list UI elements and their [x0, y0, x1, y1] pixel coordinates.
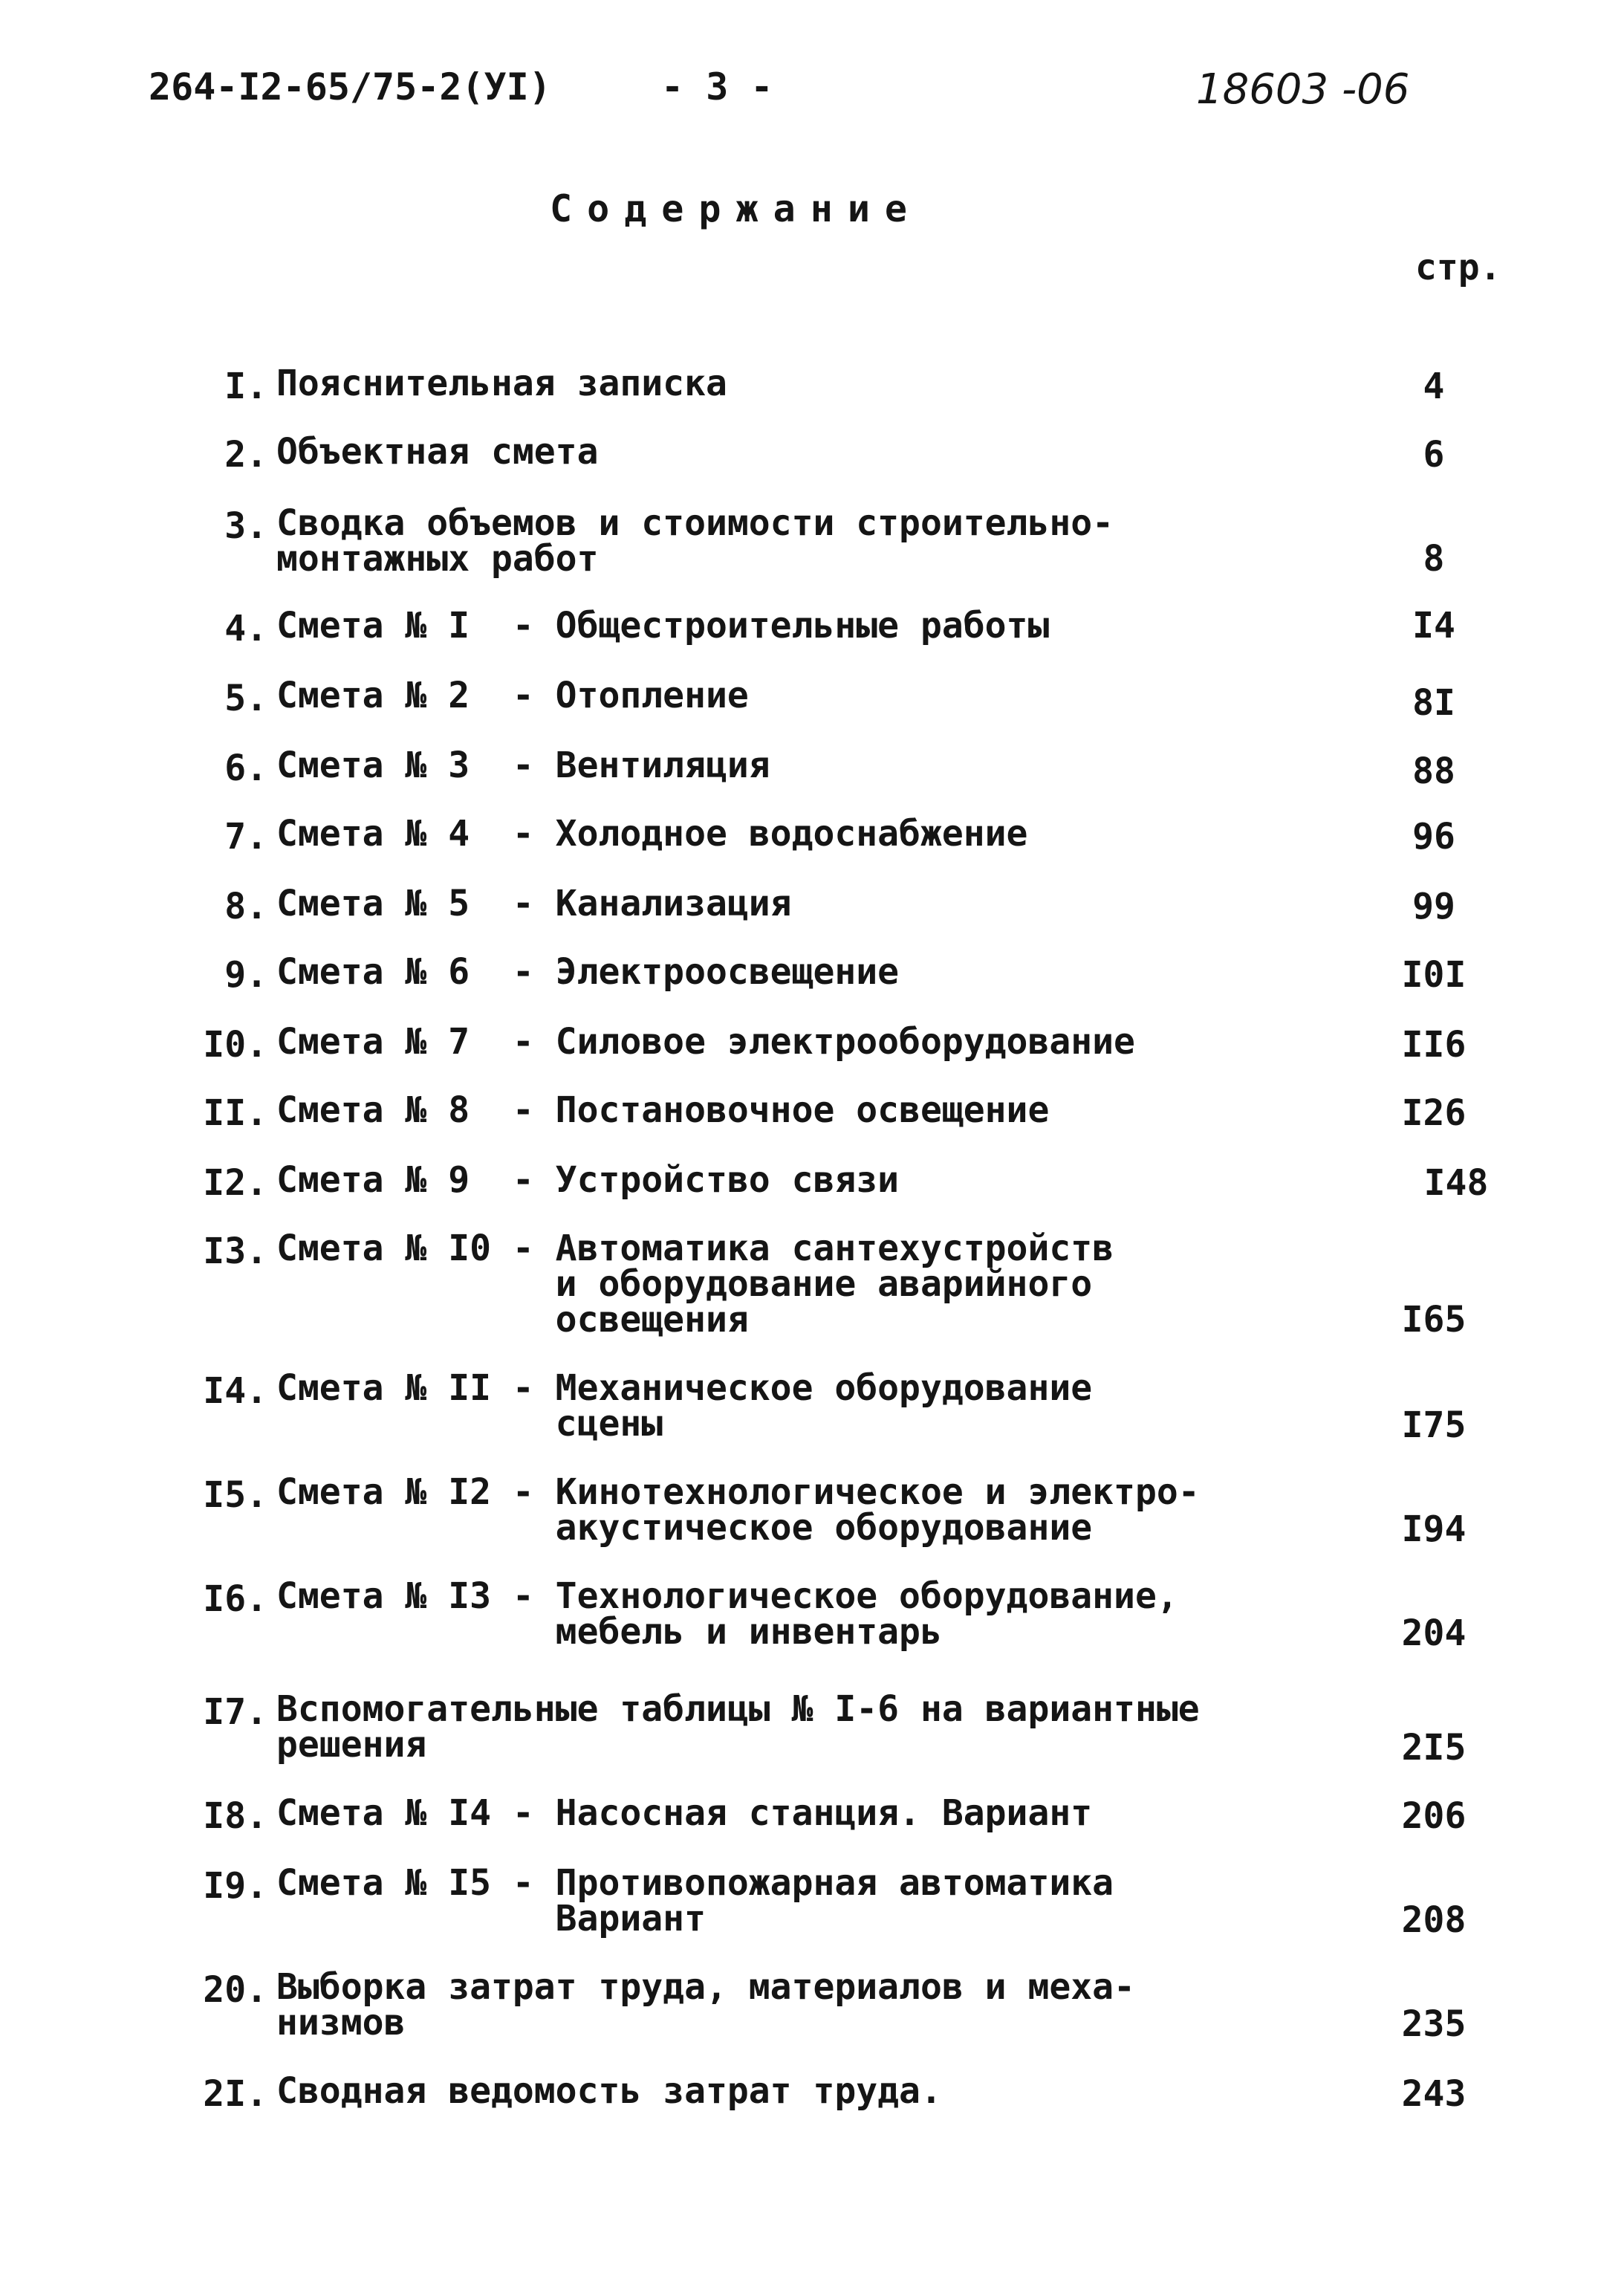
entry-title: Смета № I2 - Кинотехнологическое и электро- акустическое оборудование: [276, 1471, 1200, 1549]
entry-title: Смета № 7 - Силовое электрооборудование: [276, 1021, 1135, 1063]
entry-number: 4.: [224, 608, 267, 649]
entry-page: I65: [1401, 1299, 1467, 1341]
entry-page: 88: [1412, 751, 1455, 792]
page-number: - 3 -: [661, 65, 773, 108]
entry-title: Сводка объемов и стоимости строительно- монтажных работ: [276, 502, 1114, 580]
entry-page: 96: [1412, 816, 1455, 858]
entry-page: II6: [1401, 1024, 1467, 1066]
entry-number: 9.: [224, 954, 267, 996]
entry-page: 208: [1401, 1899, 1467, 1941]
entry-page: I26: [1401, 1092, 1467, 1134]
entry-title: Смета № II - Механическое оборудование сцены: [276, 1367, 1093, 1445]
entry-page: I0I: [1401, 954, 1467, 996]
entry-page: I75: [1401, 1404, 1467, 1446]
entry-number: I4.: [203, 1370, 267, 1412]
entry-title: Смета № 3 - Вентиляция: [276, 745, 770, 786]
entry-title: Смета № I5 - Противопожарная автоматика Вариант: [276, 1862, 1114, 1939]
document-code: 264-I2-65/75-2(УI): [149, 65, 551, 108]
entry-number: I.: [224, 366, 267, 407]
entry-title: Смета № I3 - Технологическое оборудование, мебель и инвентарь: [276, 1575, 1178, 1653]
entry-page: 99: [1412, 886, 1455, 927]
entry-title: Смета № 8 - Постановочное освещение: [276, 1089, 1050, 1131]
entry-number: 6.: [224, 748, 267, 789]
entry-page: 204: [1401, 1612, 1467, 1654]
entry-title: Сводная ведомость затрат труда.: [276, 2070, 942, 2112]
entry-page: 4: [1423, 366, 1445, 407]
entry-page: 6: [1423, 434, 1445, 476]
entry-title: Смета № 2 - Отопление: [276, 675, 749, 716]
entry-number: I6.: [203, 1578, 267, 1620]
entry-title: Вспомогательные таблицы № I-6 на вариантные решения: [276, 1688, 1200, 1766]
entry-number: 8.: [224, 886, 267, 927]
entry-title: Смета № 6 - Электроосвещение: [276, 951, 900, 993]
entry-page: I94: [1401, 1508, 1467, 1550]
entry-title: Смета № I - Общестроительные работы: [276, 605, 1050, 646]
entry-title: Смета № 9 - Устройство связи: [276, 1159, 900, 1201]
entry-number: I9.: [203, 1865, 267, 1907]
entry-page: 206: [1401, 1795, 1467, 1837]
entry-number: 7.: [224, 816, 267, 858]
entry-number: 2.: [224, 434, 267, 476]
entry-title: Выборка затрат труда, материалов и меха- низмов: [276, 1966, 1135, 2043]
registration-number: 18603 -06: [1196, 65, 1410, 114]
entry-number: I0.: [203, 1024, 267, 1066]
entry-number: 20.: [203, 1969, 267, 2011]
entry-title: Смета № 5 - Канализация: [276, 883, 792, 924]
entry-page: 8I: [1412, 682, 1455, 724]
entry-number: I7.: [203, 1691, 267, 1733]
entry-number: II.: [203, 1092, 267, 1134]
page-column-label: стр.: [1415, 247, 1501, 288]
page-title: Содержание: [550, 187, 923, 230]
entry-page: 235: [1401, 2003, 1467, 2045]
entry-number: I3.: [203, 1231, 267, 1272]
entry-title: Смета № I0 - Автоматика сантехустройств и оборудование аварийного освещения: [276, 1228, 1114, 1341]
entry-number: I8.: [203, 1795, 267, 1837]
entry-number: I5.: [203, 1474, 267, 1516]
entry-title: Объектная смета: [276, 431, 599, 473]
entry-number: 3.: [224, 505, 267, 547]
entry-page: 243: [1401, 2073, 1467, 2115]
entry-number: 2I.: [203, 2073, 267, 2115]
entry-page: I48: [1423, 1162, 1489, 1204]
entry-number: 5.: [224, 678, 267, 719]
entry-page: 8: [1423, 538, 1445, 580]
entry-title: Смета № 4 - Холодное водоснабжение: [276, 813, 1028, 855]
entry-page: 2I5: [1401, 1727, 1467, 1769]
entry-page: I4: [1412, 605, 1455, 646]
entry-number: I2.: [203, 1162, 267, 1204]
entry-title: Смета № I4 - Насосная станция. Вариант: [276, 1792, 1093, 1834]
entry-title: Пояснительная записка: [276, 363, 727, 404]
